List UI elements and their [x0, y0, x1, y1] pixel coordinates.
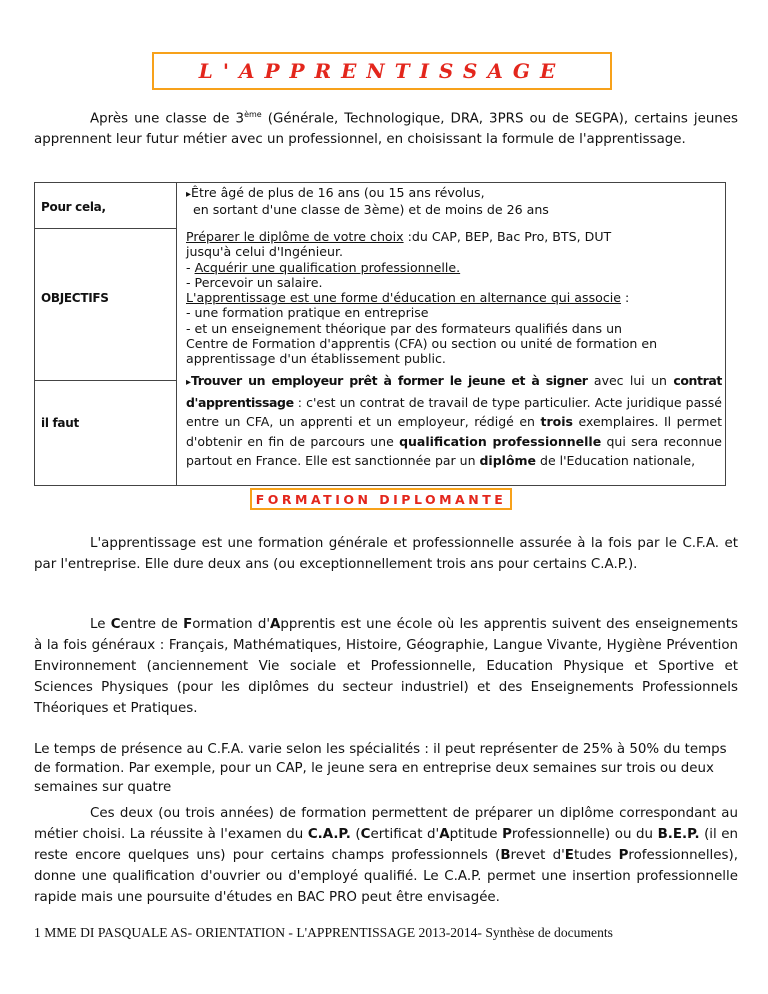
para2-text: entre de	[120, 617, 184, 632]
para4-bold: B.E.P.	[657, 827, 700, 842]
para-apprentissage	[34, 533, 738, 575]
para4-text: (	[350, 827, 361, 842]
para2-text: ormation d'	[192, 617, 271, 632]
objectif-line: Centre de Formation d'apprentis (CFA) ou section ou unité de formation en	[186, 336, 658, 352]
il-faut-bold4: qualification professionnelle	[399, 433, 602, 449]
intro-text-after: (Générale, Technologique, DRA, 3PRS ou de SEGPA), certains jeunes apprennent leur futur métier avec un professionnel, en choisissant la formule de l'apprentissage.	[34, 111, 739, 148]
para4-text: (il en reste encore quelques uns) pour certains champs professionnels (	[34, 827, 739, 863]
para4-text: rofessionnelles	[628, 848, 729, 863]
table-divider	[35, 228, 176, 229]
objectif-1-rest: :du CAP, BEP, Bac Pro, BTS, DUT	[403, 229, 612, 244]
para4-bold: C	[360, 827, 371, 842]
objectif-line: jusqu'à celui d'Ingénieur.	[186, 244, 343, 260]
para2-bold: C	[110, 617, 121, 632]
triangle-right-icon: ▸	[186, 377, 192, 388]
para3-text: Le temps de présence au C.F.A. varie selon les spécialités : il peut représenter de 25% à 50% du temps de formation. Par exemple, pour un CAP, le jeune sera en entreprise deux semaines sur trois ou deux semaines sur quatre	[34, 742, 727, 795]
para-cfa	[34, 614, 738, 719]
para2-text: Le	[90, 617, 111, 632]
objectifs-cell	[186, 229, 722, 367]
para2-bold: F	[183, 617, 193, 632]
info-table	[34, 182, 726, 486]
para1-text: L'apprentissage est une formation générale et professionnelle assurée à la fois par le C.F.A. et par l'entreprise. Elle dure deux ans (ou exceptionnellement trois ans pour certains C.A.P.).	[34, 536, 738, 572]
formation-title-box	[250, 488, 512, 510]
il-faut-text5: de l'Education nationale,	[536, 453, 696, 468]
formation-title: FORMATION DIPLOMANTE	[255, 491, 507, 507]
objectif-5-rest: :	[621, 290, 630, 306]
table-divider	[176, 183, 177, 485]
label-objectifs: OBJECTIFS	[41, 291, 109, 305]
triangle-right-icon: ▸	[186, 189, 192, 200]
pour-cela-line2: en sortant d'une classe de 3ème) et de moins de 26 ans	[193, 202, 549, 218]
para4-bold: P	[618, 848, 629, 863]
para2-text: pprentis est une école où les apprentis suivent des enseignements à la fois généraux : Français, Mathématiques, Histoire, Géographie, Langue Vivante, Hygiène Prévention Environnement (anciennement Vie sociale et Professionnelle, Education Physique et Sportive et Sciences Physiques (pour les diplômes du secteur industriel) et des Enseignements Professionnels Théoriques et Pratiques.	[34, 617, 738, 716]
objectif-line: - et un enseignement théorique par des formateurs qualifiés dans un	[186, 320, 623, 336]
objectif-line: - Percevoir un salaire.	[186, 274, 323, 290]
para4-text: ), donne une qualification d'ouvrier ou d'employé qualifié. Le C.A.P. permet une insertion professionnelle rapide mais une poursuite d'études en BAC PRO peut être envisagée.	[34, 848, 738, 905]
para2-bold: A	[270, 617, 281, 632]
para4-text: ) ou du	[605, 827, 658, 842]
pour-cela-line1: Être âgé de plus de 16 ans (ou 15 ans révolus,	[191, 185, 485, 200]
il-faut-bold3: trois	[540, 414, 573, 429]
label-pour-cela: Pour cela,	[41, 200, 106, 214]
para4-bold: E	[564, 848, 574, 863]
objectif-1-underlined: Préparer le diplôme de votre choix	[186, 229, 404, 244]
il-faut-text4: qui sera reconnue partout en France. Elle est sanctionnée par un	[186, 433, 722, 468]
il-faut-bold1: Trouver un employeur prêt à former le jeune et à signer	[191, 373, 588, 388]
label-il-faut: il faut	[41, 416, 79, 430]
para4-text: ertificat d'	[370, 827, 440, 842]
objectif-5-underlined: L'apprentissage est une forme d'éducation en alternance qui associe	[186, 290, 622, 306]
il-faut-text2: : c'est un contrat de travail de type particulier. Acte juridique passé entre un CFA, un apprenti et un employeur, rédigé en	[186, 394, 722, 429]
para4-text: ptitude	[449, 827, 503, 842]
para4-text: Ces deux (ou trois années) de formation permettent de préparer un diplôme correspondant au métier choisi. La réussite à l'examen du	[34, 806, 738, 842]
objectif-3-prefix: -	[186, 259, 195, 275]
objectif-line: apprentissage d'un établissement public.	[186, 351, 446, 367]
intro-paragraph	[34, 104, 738, 150]
il-faut-cell	[186, 371, 722, 471]
il-faut-text3: exemplaires. Il permet d'obtenir en fin de parcours une	[186, 414, 722, 449]
para4-text: rofessionnelle	[511, 827, 606, 842]
para-temps-presence	[34, 740, 738, 797]
title-box	[152, 52, 612, 90]
para4-bold: B	[500, 848, 511, 863]
page-footer: 1 MME DI PASQUALE AS- ORIENTATION - L'APPRENTISSAGE 2013-2014- Synthèse de documents	[34, 925, 613, 940]
pour-cela-cell	[186, 185, 722, 218]
table-divider	[35, 380, 176, 381]
para4-bold: C.A.P.	[307, 827, 351, 842]
il-faut-bold2: contrat d'apprentissage	[186, 373, 722, 410]
objectif-3-underlined: Acquérir une qualification professionnelle.	[194, 259, 461, 275]
intro-text-before: Après une classe de 3	[90, 111, 245, 127]
il-faut-text1: avec lui un	[587, 373, 667, 388]
objectif-line: - une formation pratique en entreprise	[186, 305, 429, 321]
page-title: L'APPRENTISSAGE	[198, 59, 566, 83]
intro-superscript: ème	[244, 110, 262, 119]
para-diplomes	[34, 803, 738, 908]
para4-bold: P	[502, 827, 512, 842]
para4-bold: A	[439, 827, 450, 842]
para4-text: tudes	[573, 848, 619, 863]
il-faut-bold5: diplôme	[479, 453, 537, 468]
para4-text: revet d'	[510, 848, 565, 863]
